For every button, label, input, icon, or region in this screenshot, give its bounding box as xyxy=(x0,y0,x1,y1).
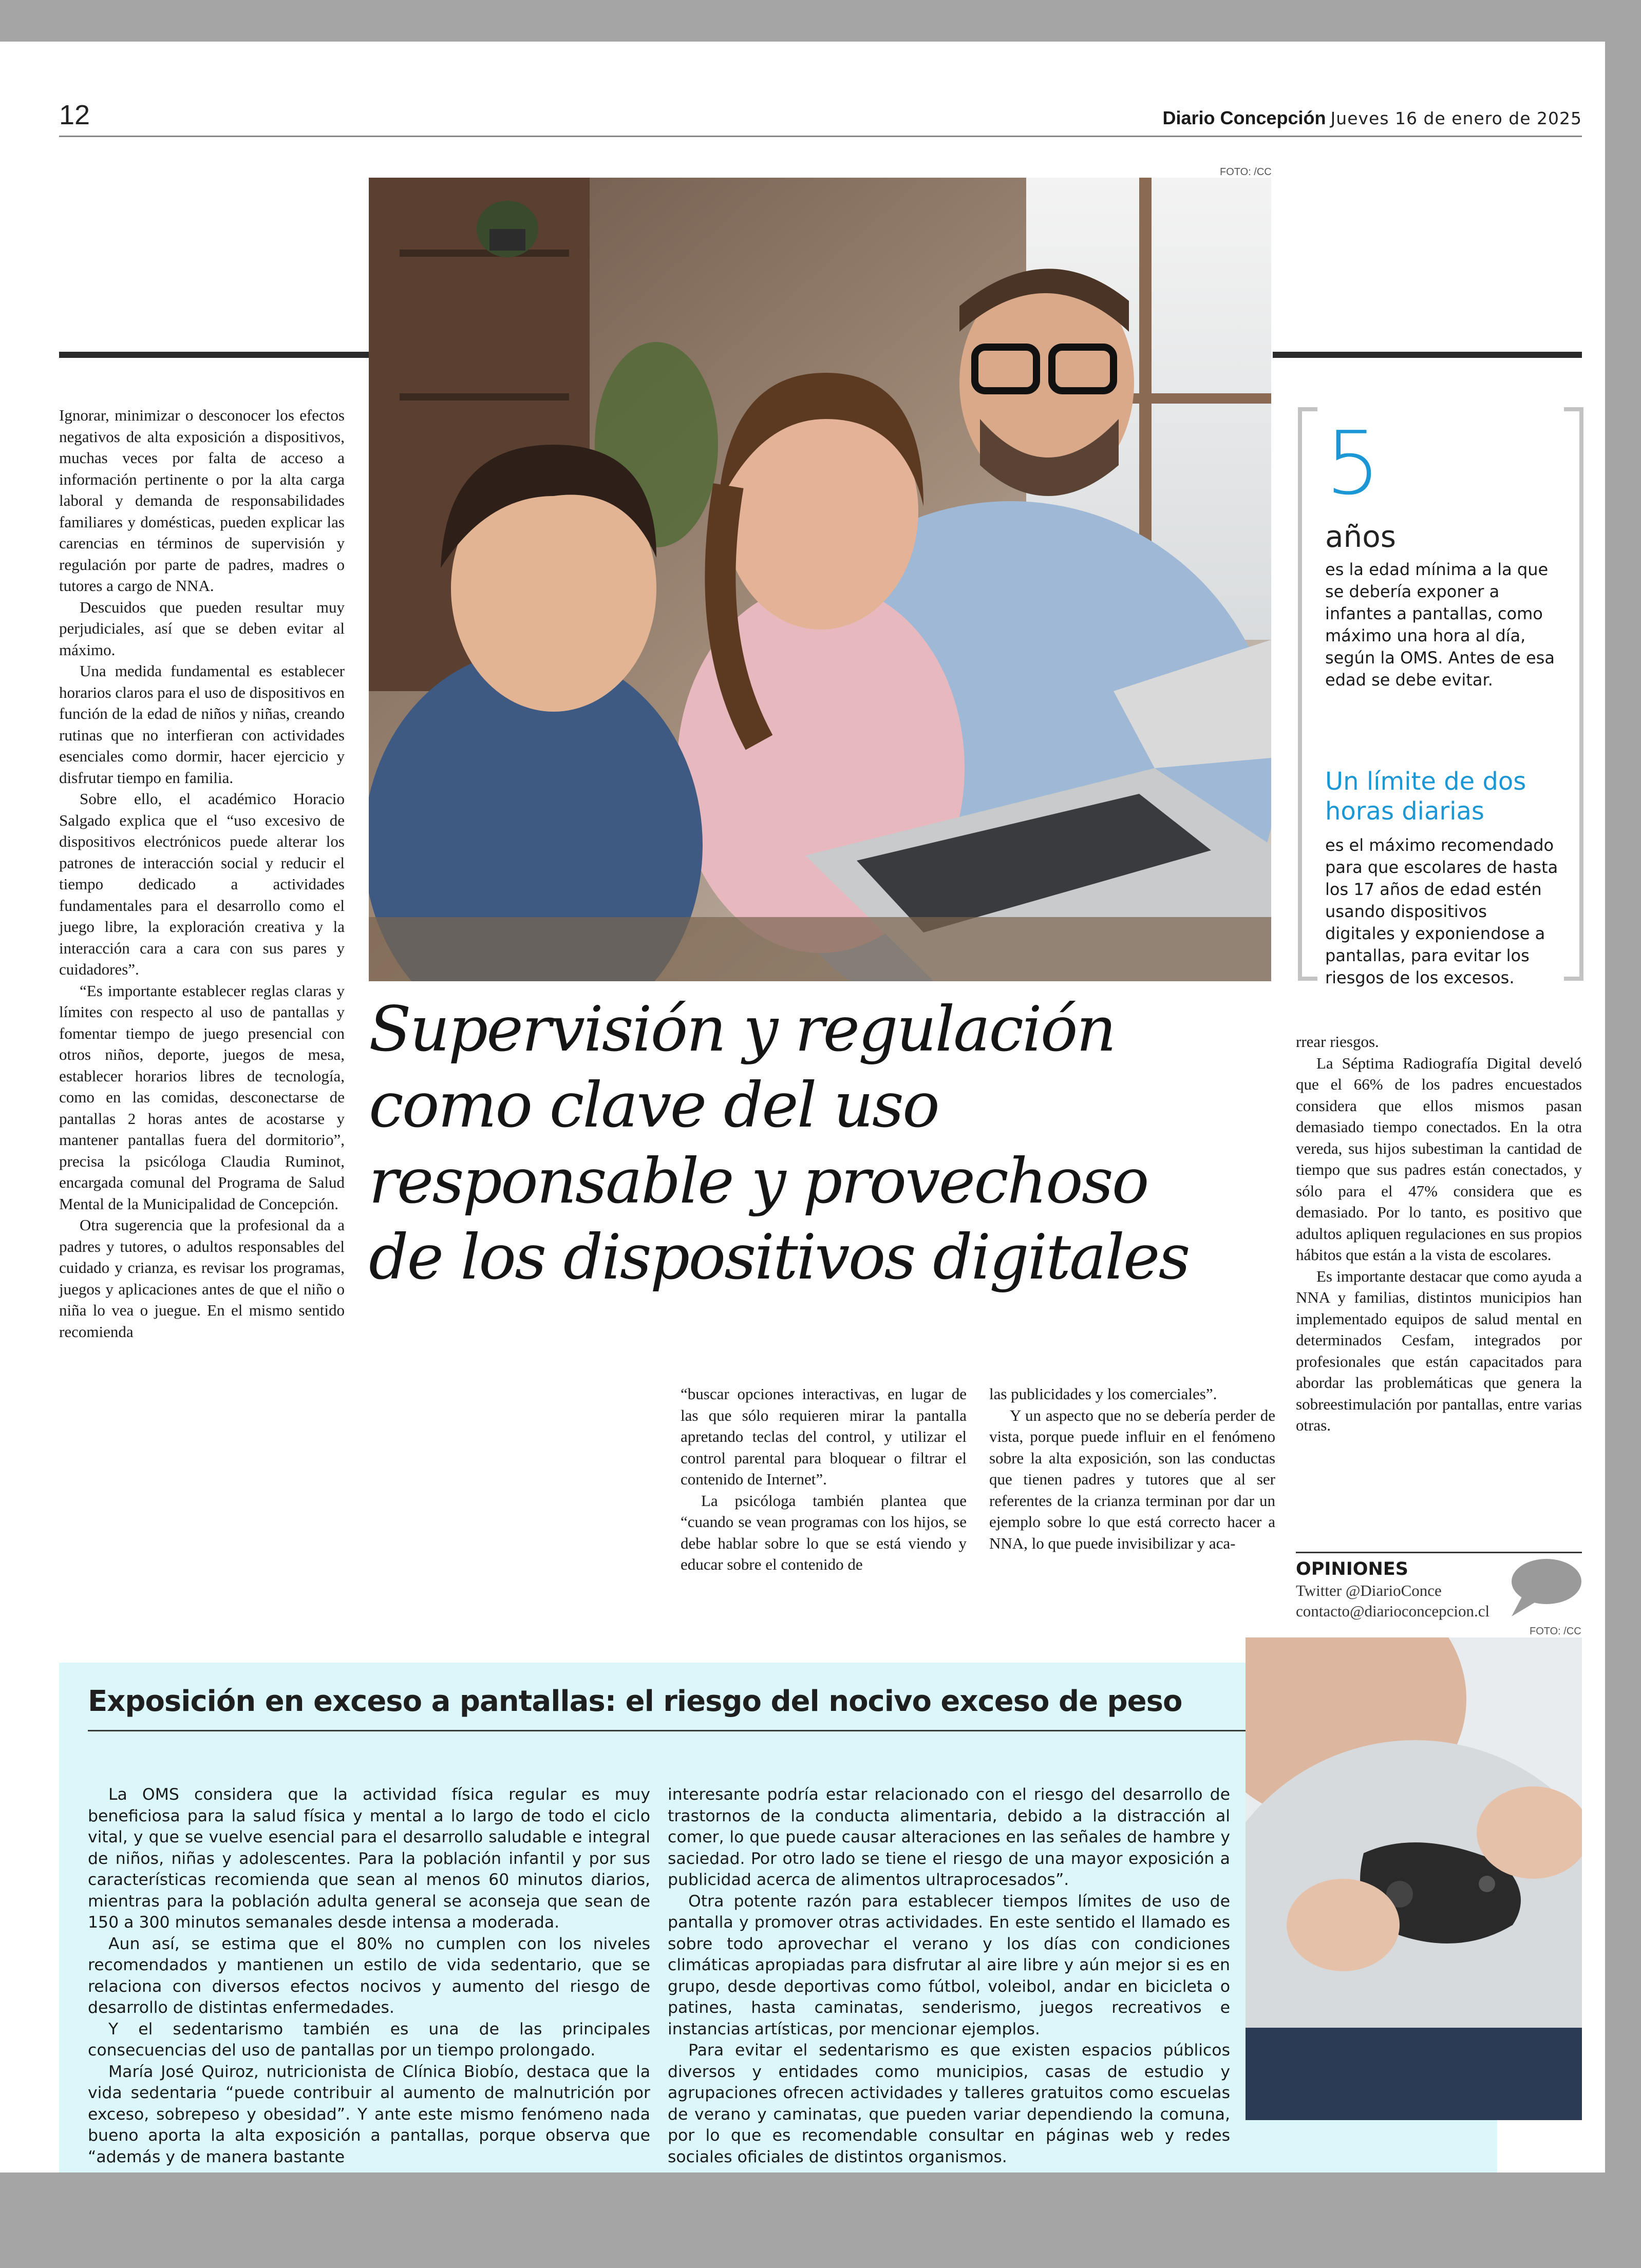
big-number: 5 xyxy=(1325,413,1381,514)
twitter-handle[interactable]: Twitter @DiarioConce xyxy=(1296,1581,1442,1599)
section-rule-right xyxy=(1273,352,1582,358)
paragraph: Descuidos que pueden resultar muy perjudiciales, así que se deben evitar al máximo. xyxy=(59,598,345,659)
issue-date: Jueves 16 de enero de 2025 xyxy=(1330,108,1582,128)
box-title: Exposición en exceso a pantallas: el riesgo del nocivo exceso de peso xyxy=(88,1685,1182,1718)
speech-bubble-icon xyxy=(1506,1556,1583,1617)
box-photo-credit: FOTO: /CC xyxy=(1530,1626,1581,1637)
paragraph: Y un aspecto que no se debería perder de vista, porque puede influir en el fenómeno sobre la alta exposición, son las conductas que tienen padres y tutores que al ser referentes de la crianza terminan por dar un ejemplo sobre lo que está correcto hacer a NNA, lo que puede invisibilizar y aca- xyxy=(989,1406,1275,1552)
article-column-2 xyxy=(681,1383,967,1575)
newspaper-page xyxy=(0,42,1605,2172)
fact-text-1: es la edad mínima a la que se debería exponer a infantes a pantallas, como máximo una hora al día, según la OMS. Antes de esa edad se debe evitar. xyxy=(1325,560,1555,690)
bracket-right xyxy=(1564,407,1583,981)
header-rule xyxy=(59,136,1582,137)
article-column-4 xyxy=(1296,1031,1582,1436)
masthead xyxy=(1163,107,1582,129)
paragraph: Otra sugerencia que la profesional da a padres y tutores, o adultos responsables del cuidado y crianza, es revisar los programas, juegos y aplicaciones antes de que el niño o niña lo vea o juegue. En el mismo sentido recomienda xyxy=(59,1216,345,1341)
paragraph: La Séptima Radiografía Digital develó que el 66% de los padres encuestados considera que ellos mismos pasan demasiado tiempo conectados. En la otra vereda, sus hijos subestiman la cantidad de tiempo que sus padres están conectados, y sólo para el 47% considera que es demasiado. Por lo tanto, es positivo que adultos apliquen regulaciones en sus propios hábitos que están a la vista de escolares. xyxy=(1296,1054,1582,1264)
bracket-left xyxy=(1298,407,1317,981)
paragraph: La psicóloga también plantea que “cuando se vean programas con los hijos, se debe hablar sobre lo que se está viendo y educar sobre el contenido de xyxy=(681,1491,967,1573)
article-column-1 xyxy=(59,405,345,1342)
box-column-right xyxy=(668,1784,1230,2168)
page-number: 12 xyxy=(59,100,90,130)
child-gaming-illustration xyxy=(1246,1637,1582,2120)
paragraph: rrear riesgos. xyxy=(1296,1033,1379,1051)
paragraph: María José Quiroz, nutricionista de Clínica Biobío, destaca que la vida sedentaria “puede contribuir al aumento de malnutrición por exceso, sobrepeso y obesidad”. Y ante este mismo fenómeno nada bueno aporta la alta exposición a pantallas, porque observa que “además y de manera bastante xyxy=(88,2062,650,2166)
brand-name: Diario Concepción xyxy=(1162,107,1326,128)
box-photo xyxy=(1246,1637,1582,2120)
paragraph: “buscar opciones interactivas, en lugar de las que sólo requieren mirar la pantalla apretando teclas del control, y utilizar el control parental para bloquear o filtrar el contenido de Internet”. xyxy=(681,1385,967,1488)
family-laptop-illustration xyxy=(369,178,1271,981)
fact-text-2: es el máximo recomendado para que escolares de hasta los 17 años de edad estén usando dispositivos digitales y exponiendose a pantallas, para evitar los riesgos de los excesos. xyxy=(1325,835,1558,987)
article-column-3 xyxy=(989,1383,1275,1554)
paragraph: Otra potente razón para establecer tiempos límites de uso de pantalla y promover otras actividades. En este sentido el llamado es sobre todo aprovechar el verano y los días con condiciones climáticas apropiadas para disfrutar al aire libre y aún mejor si es en grupo, desde deportivas como fútbol, voleibol, andar en bicicleta o patines, hasta caminatas, senderismo, juegos recreativos e instancias artísticas, por mencionar ejemplos. xyxy=(668,1892,1230,2038)
paragraph: Es importante destacar que como ayuda a NNA y familias, distintos municipios han implementado equipos de salud mental en determinados Cesfam, integrados por profesionales que están capacitados para abordar las problemáticas que genera la sobreestimulación por pantallas, entre varias otras. xyxy=(1296,1267,1582,1434)
paragraph: Y el sedentarismo también es una de las principales consecuencias del uso de pantallas por un tiempo prolongado. xyxy=(88,2019,650,2060)
paragraph: Para evitar el sedentarismo es que existen espacios públicos diversos y entidades como municipios, casas de estudio y agrupaciones ofrecen actividades y talleres gratuitos como escuelas de verano y caminatas, que pueden variar dependiendo la comuna, por lo que es recomendable consultar en páginas web y redes sociales oficiales de distintos organismos. xyxy=(668,2041,1230,2166)
opinions-rule xyxy=(1296,1552,1582,1553)
paragraph: Sobre ello, el académico Horacio Salgado explica que el “uso excesivo de dispositivos electrónicos puede alterar los patrones de interacción social y reducir el tiempo dedicado a actividades fundamentales para el desarrollo como el juego libre, la exploración creativa y la interacción cara a cara con sus pares y cuidadores”. xyxy=(59,790,345,978)
paragraph: “Es importante establecer reglas claras y límites con respecto al uso de pantallas y fomentar tiempo de juego presencial con otros niños, deporte, juegos de mesa, establecer horarios libres de tecnología, como en las comidas, desconectarse de pantallas 2 horas antes de acostarse y mantener pantallas fuera del dormitorio”, precisa la psicóloga Claudia Ruminot, encargada comunal del Programa de Salud Mental de la Municipalidad de Concepción. xyxy=(59,981,345,1213)
contact-email[interactable]: contacto@diarioconcepcion.cl xyxy=(1296,1602,1490,1620)
paragraph: interesante podría estar relacionado con el riesgo del desarrollo de trastornos de la conducta alimentaria, debido a la distracción al comer, lo que puede causar alteraciones en las señales de hambre y saciedad. Por otro lado se tiene el riesgo de una mayor exposición a publicidad acerca de alimentos ultraprocesados”. xyxy=(668,1785,1230,1889)
opinions-title: OPINIONES xyxy=(1296,1559,1408,1579)
fact-subhead: Un límite de dos horas diarias xyxy=(1325,767,1526,826)
article-headline: Supervisión y regulación como clave del uso responsable y provechoso de los dispositivos digitales xyxy=(369,993,1189,1293)
paragraph: Ignorar, minimizar o desconocer los efectos negativos de alta exposición a dispositivos, muchas veces por falta de acceso a información pertinente o por la alta carga laboral y demanda de responsabilidades familiares y domésticas, pueden explicar las carencias en términos de supervisión y regulación por parte de padres, madres o tutores a cargo de NNA. xyxy=(59,406,345,595)
facts-sidebar xyxy=(1298,407,1583,987)
box-column-left xyxy=(88,1784,650,2168)
paragraph: Aun así, se estima que el 80% no cumplen con los niveles recomendados y mantienen un estilo de vida sedentario, que se relaciona con diversos efectos nocivos y aumento del riesgo de desarrollo de distintas enfermedades. xyxy=(88,1934,650,2017)
paragraph: La OMS considera que la actividad física regular es muy beneficiosa para la salud física y mental a lo largo de todo el ciclo vital, y que se vuelve esencial para el desarrollo saludable e integral de niños, niñas y adolescentes. Para la población infantil y por sus características recomienda que sean al menos 60 minutos diarios, mientras para la población adulta general se aconseja que sean de 150 a 300 minutos semanales desde intensa a moderada. xyxy=(88,1785,650,1932)
paragraph: las publicidades y los comerciales”. xyxy=(989,1385,1217,1403)
big-number-unit: años xyxy=(1325,519,1397,554)
paragraph: Una medida fundamental es establecer horarios claros para el uso de dispositivos en función de la edad de niños y niñas, creando rutinas que no interfieran con actividades esenciales como dormir, hacer ejercicio y disfrutar tiempo en familia. xyxy=(59,662,345,787)
main-photo xyxy=(369,178,1271,981)
main-photo-credit: FOTO: /CC xyxy=(1220,166,1272,178)
box-title-rule xyxy=(88,1730,1256,1731)
section-rule-left xyxy=(59,352,369,358)
